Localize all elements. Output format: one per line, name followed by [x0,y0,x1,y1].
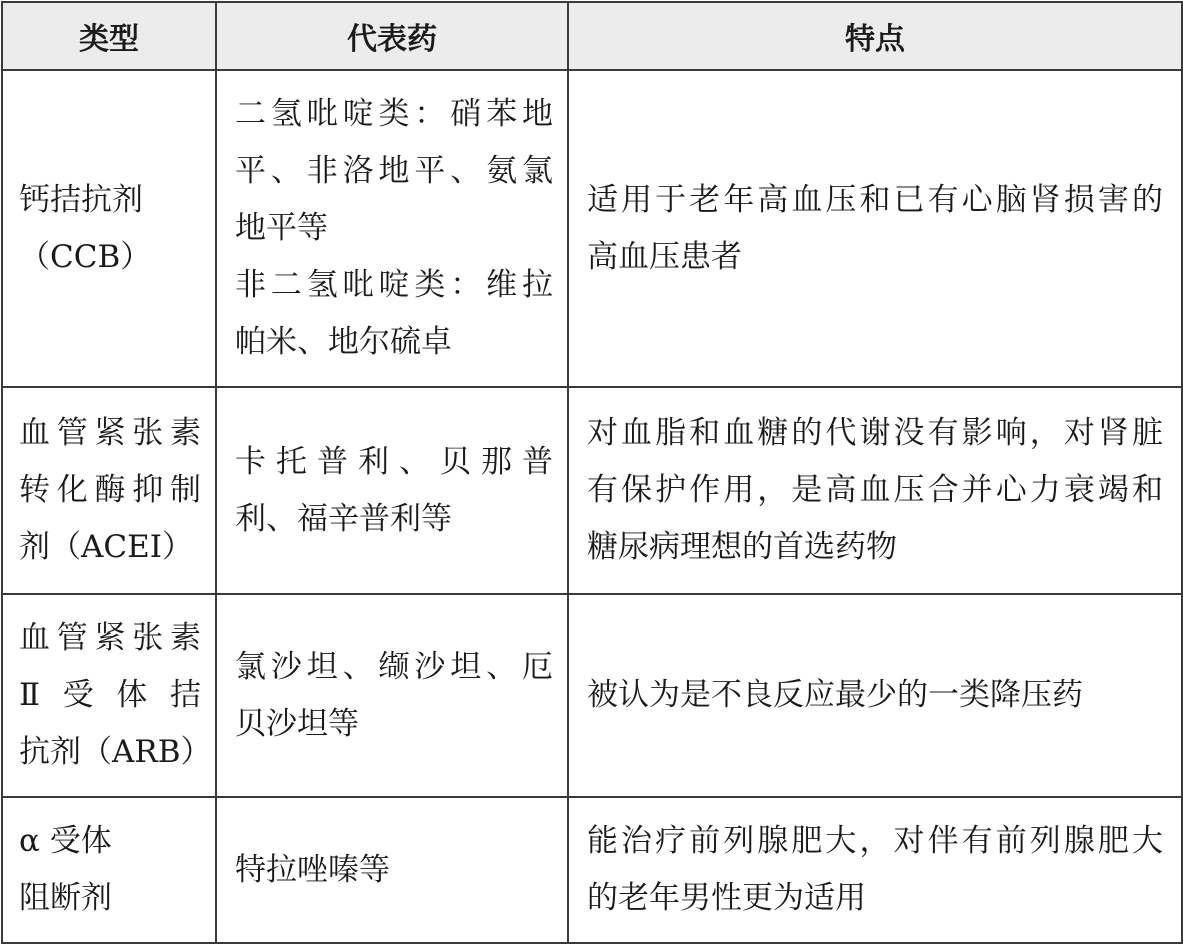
feature-cell [568,797,1182,943]
type-line: 剂（ACEI） [19,529,193,565]
drug-line: 卡托普利、贝那普 [235,443,553,480]
type-cell [2,797,216,943]
table-row [2,387,1182,594]
feature-line: 高血压患者 [587,238,742,275]
feature-line: 被认为是不良反应最少的一类降压药 [587,677,1083,713]
feature-line: 适用于老年高血压和已有心脑肾损害的 [587,181,1163,218]
type-line: 阻断剂 [19,880,112,916]
drug-line: 二氢吡啶类：硝苯地 [235,96,553,132]
type-cell [2,594,216,797]
feature-line: 能治疗前列腺肥大，对伴有前列腺肥大 [587,823,1163,859]
header-drugs: 代表药 [216,2,568,70]
feature-line: 的老年男性更为适用 [587,880,866,916]
type-line: 钙拮抗剂 [19,181,143,218]
drug-line: 利、福辛普利等 [235,500,452,537]
feature-cell [568,594,1182,797]
type-line: 转化酶抑制 [19,472,201,508]
type-line: Ⅱ受体拮 [19,677,201,713]
drug-line: 帕米、地尔硫卓 [235,324,452,360]
type-cell [2,387,216,594]
drug-cell [216,594,568,797]
drug-cell [216,387,568,594]
feature-line: 对血脂和血糖的代谢没有影响，对肾脏 [587,415,1163,451]
drug-line: 氯沙坦、缬沙坦、厄 [235,648,553,685]
feature-cell [568,70,1182,387]
drug-table [1,1,1183,944]
drug-cell [216,70,568,387]
feature-line: 糖尿病理想的首选药物 [587,529,897,565]
type-line: 血管紧张素 [19,415,201,451]
table-row [2,594,1182,797]
drug-cell [216,797,568,943]
type-line: 血管紧张素 [19,620,201,656]
type-line: α 受体 [19,823,112,859]
drug-line: 贝沙坦等 [235,705,359,742]
drug-line: 特拉唑嗪等 [235,851,390,888]
type-cell [2,70,216,387]
feature-cell [568,387,1182,594]
drug-line: 非二氢吡啶类：维拉 [235,267,553,303]
type-line: （CCB） [19,238,152,275]
type-line: 抗剂（ARB） [19,734,212,770]
feature-line: 有保护作用，是高血压合并心力衰竭和 [587,472,1163,508]
drug-line: 地平等 [235,210,328,246]
table-row [2,70,1182,387]
header-row [2,2,1182,70]
table-row [2,797,1182,943]
header-features: 特点 [568,2,1182,70]
drug-line: 平、非洛地平、氨氯 [235,153,553,189]
header-type: 类型 [2,2,216,70]
